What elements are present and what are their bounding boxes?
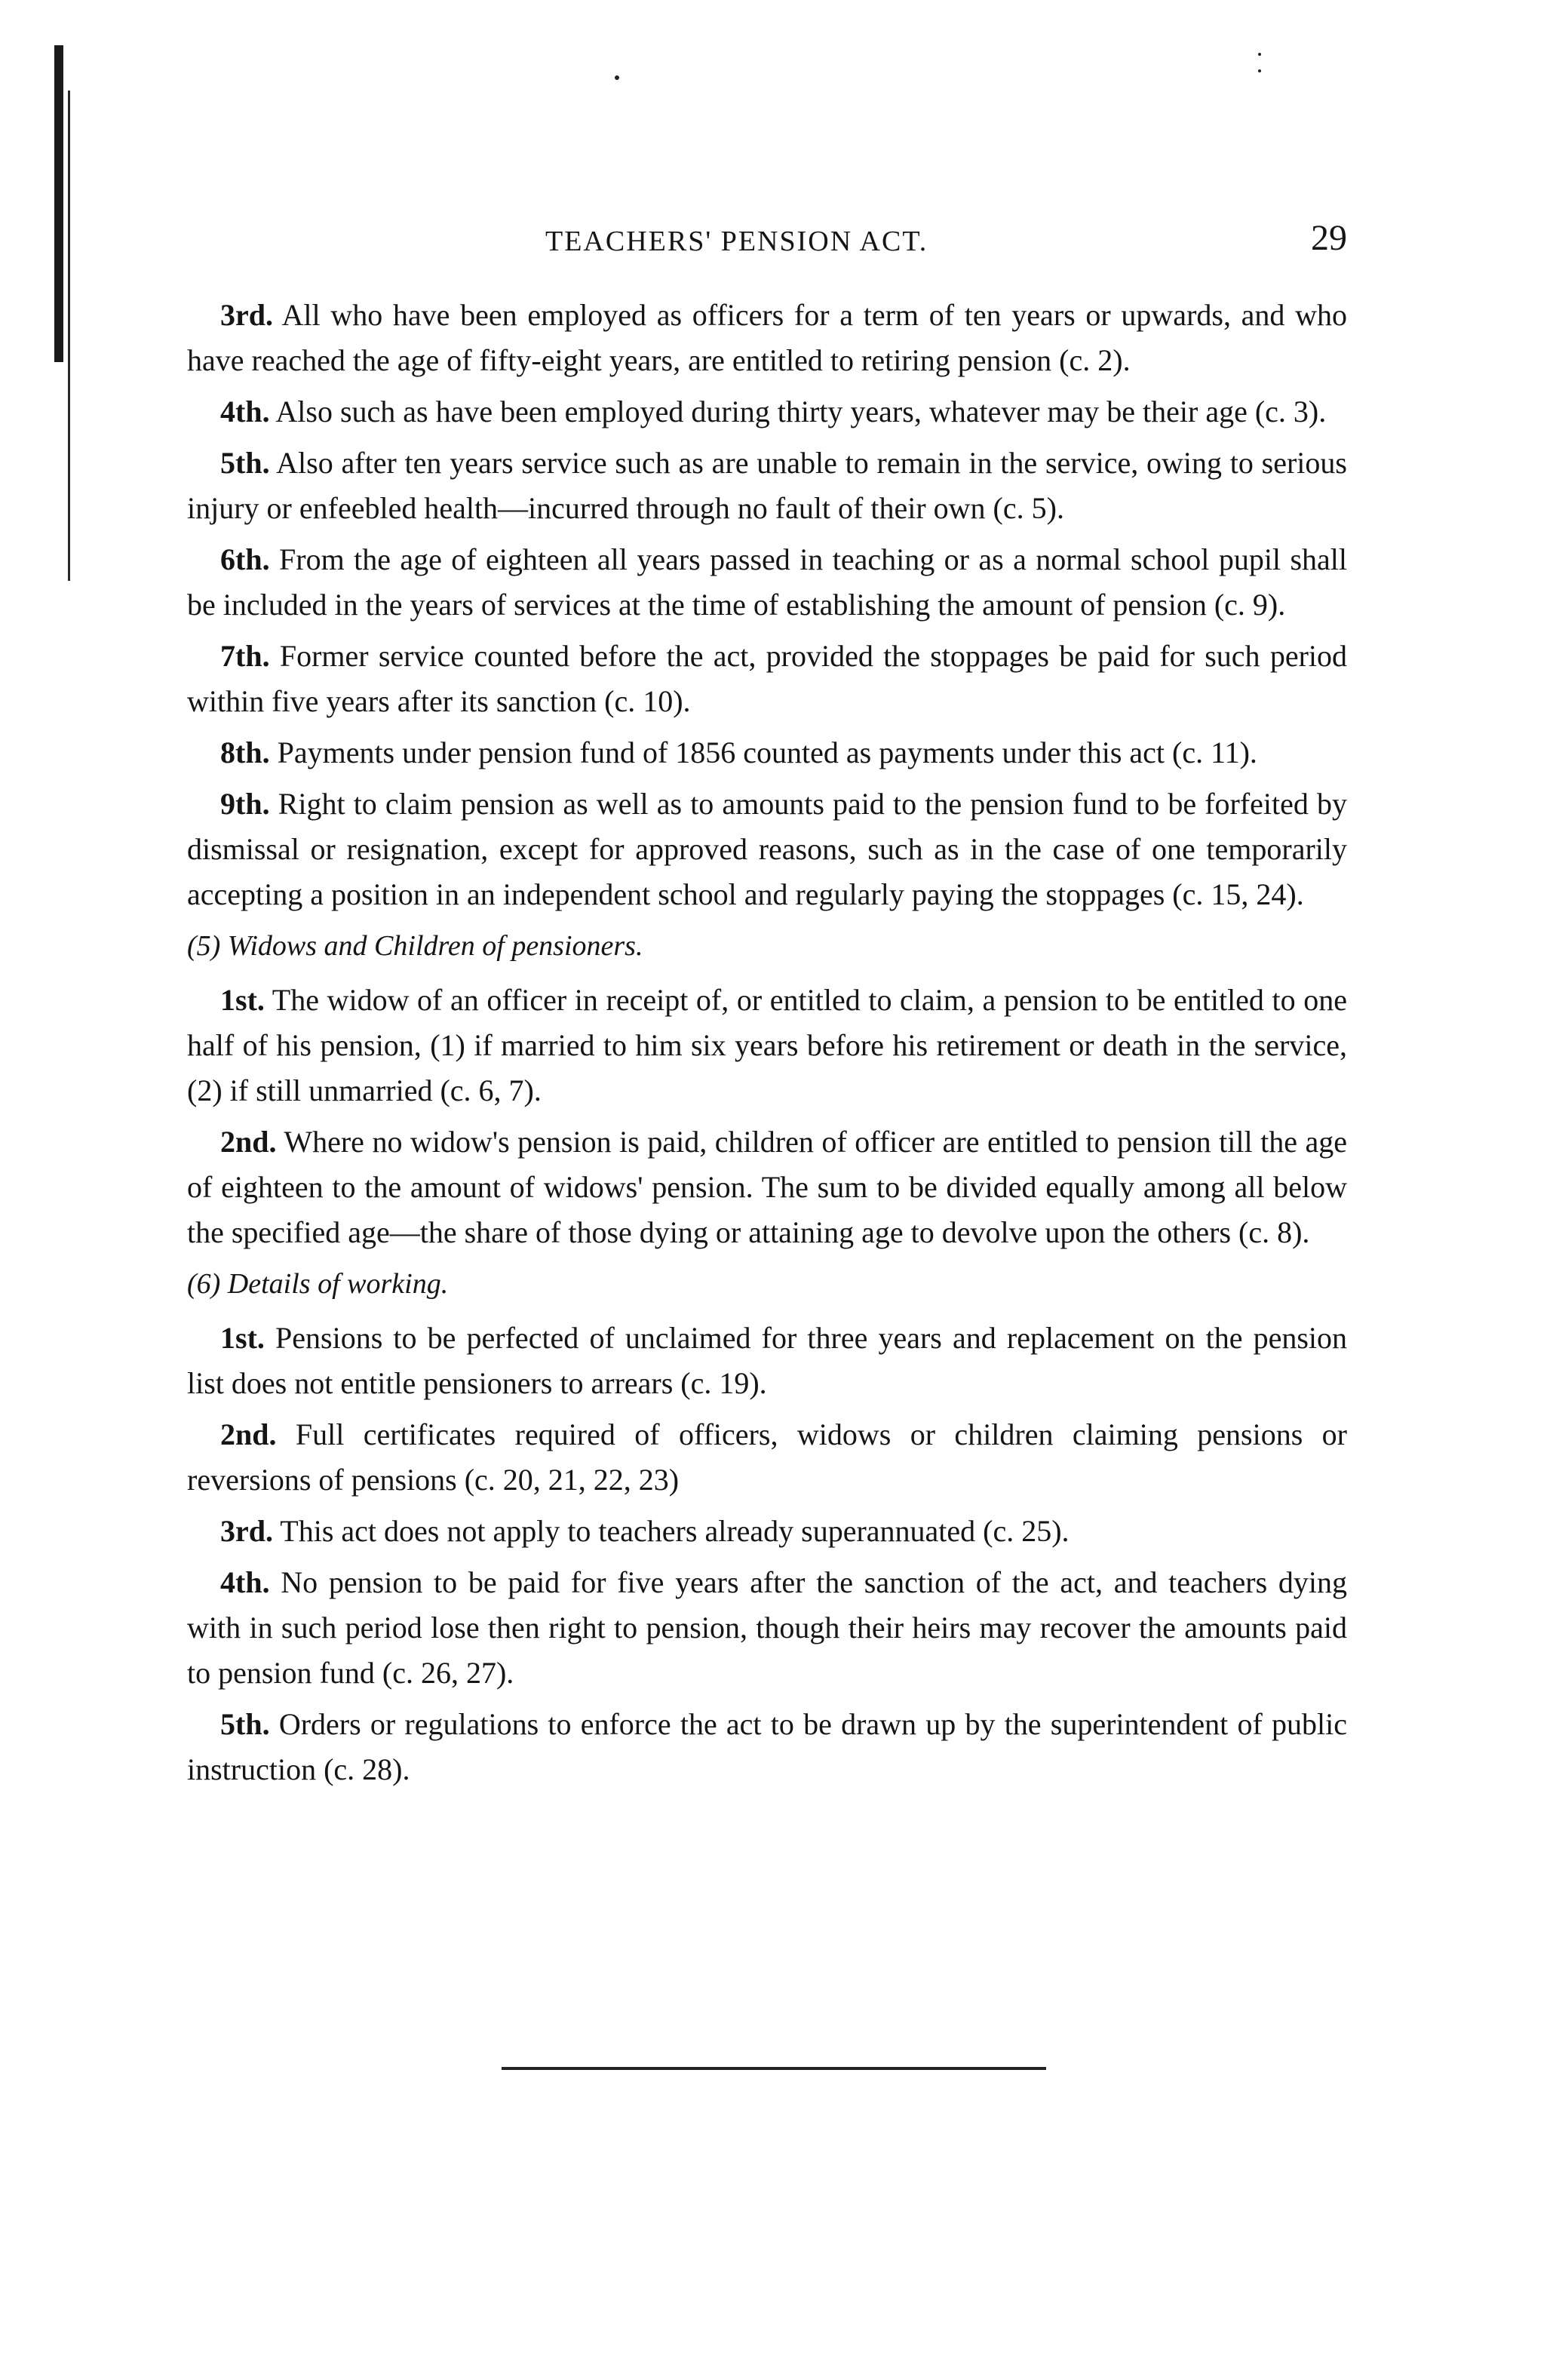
paragraph-number: 5th.	[220, 446, 270, 480]
paragraph-number: 2nd.	[220, 1417, 277, 1451]
paragraph	[187, 1509, 1347, 1554]
paragraph-text: All who have been employed as officers for a term of ten years or upwards, and who have reached the age of fifty-eight years, are entitled to retiring pension (c. 2).	[187, 298, 1347, 377]
paragraph-number: 6th.	[220, 542, 270, 576]
paragraph	[187, 1412, 1347, 1503]
paragraph	[187, 441, 1347, 531]
paragraph-text: The widow of an officer in receipt of, or entitled to claim, a pension to be entitled to one half of his pension, (1) if married to him six years before his retirement or death in the service, (2) if still unmarried (c. 6, 7).	[187, 983, 1348, 1107]
paragraph	[187, 389, 1347, 435]
paragraph-number: 1st.	[220, 983, 265, 1017]
paragraph	[187, 1702, 1347, 1792]
paragraph-text: Where no widow's pension is paid, children of officer are entitled to pension till the age of eighteen to the amount of widows' pension. The sum to be divided equally among all below the specified age—the share of those dying or attaining age to devolve upon the others (c. 8).	[187, 1125, 1348, 1249]
paragraph-text: From the age of eighteen all years passed in teaching or as a normal school pupil shall be included in the years of services at the time of establishing the amount of pension (c. 9).	[187, 542, 1348, 622]
scan-speck	[615, 75, 619, 80]
paragraph-text: No pension to be paid for five years after the sanction of the act, and teachers dying with in such period lose then right to pension, though their heirs may recover the amounts paid to pension fund (c. 26, 27).	[187, 1565, 1348, 1690]
scan-edge-mark	[54, 45, 63, 362]
paragraph-text: This act does not apply to teachers already superannuated (c. 25).	[280, 1514, 1070, 1548]
paragraph	[187, 537, 1347, 628]
page-number: 29	[1311, 218, 1347, 258]
scan-speck	[1258, 69, 1261, 72]
paragraph	[187, 1560, 1347, 1696]
paragraph-text: Full certificates required of officers, widows or children claiming pensions or reversions of pensions (c. 20, 21, 22, 23)	[187, 1417, 1347, 1497]
paragraph	[187, 782, 1347, 917]
paragraph	[187, 293, 1347, 383]
paragraph-text: Former service counted before the act, provided the stoppages be paid for such period within five years after its sanction (c. 10).	[187, 639, 1348, 718]
paragraph	[187, 730, 1347, 775]
running-title: TEACHERS' PENSION ACT.	[545, 226, 928, 257]
paragraph-text: Also after ten years service such as are unable to remain in the service, owing to serious injury or enfeebled health—incurred through no fault of their own (c. 5).	[187, 446, 1347, 525]
paragraph-number: 4th.	[220, 1565, 270, 1599]
page-body	[187, 293, 1347, 1798]
paragraph-text: Right to claim pension as well as to amounts paid to the pension fund to be forfeited by dismissal or resignation, except for approved reasons, such as in the case of one temporarily accepting a position in an independent school and regularly paying the stoppages (c. 15, 24).	[187, 787, 1348, 911]
scan-speck	[1258, 53, 1261, 56]
paragraph-number: 9th.	[220, 787, 270, 821]
paragraph-text: Payments under pension fund of 1856 counted as payments under this act (c. 11).	[277, 735, 1257, 769]
paragraph-number: 2nd.	[220, 1125, 277, 1159]
paragraph	[187, 978, 1347, 1113]
paragraph-text: Also such as have been employed during thirty years, whatever may be their age (c. 3).	[275, 395, 1327, 428]
page-header	[187, 217, 1347, 263]
paragraph	[187, 634, 1347, 724]
section-heading-widows: (5) Widows and Children of pensioners.	[187, 930, 643, 962]
paragraph-number: 4th.	[220, 395, 270, 428]
paragraph	[187, 1119, 1347, 1255]
section-heading-details: (6) Details of working.	[187, 1268, 449, 1300]
paragraph-number: 7th.	[220, 639, 270, 673]
paragraph-text: Pensions to be perfected of unclaimed for three years and replacement on the pension list does not entitle pensioners to arrears (c. 19).	[187, 1321, 1348, 1400]
paragraph-number: 5th.	[220, 1707, 270, 1741]
paragraph-number: 3rd.	[220, 1514, 273, 1548]
scan-edge-line	[68, 91, 70, 581]
paragraph-text: Orders or regulations to enforce the act to be drawn up by the superintendent of public instruction (c. 28).	[187, 1707, 1348, 1786]
paragraph	[187, 1316, 1347, 1406]
closing-rule	[502, 2067, 1046, 2070]
paragraph-number: 3rd.	[220, 298, 273, 332]
paragraph-number: 8th.	[220, 735, 270, 769]
paragraph-number: 1st.	[220, 1321, 265, 1355]
